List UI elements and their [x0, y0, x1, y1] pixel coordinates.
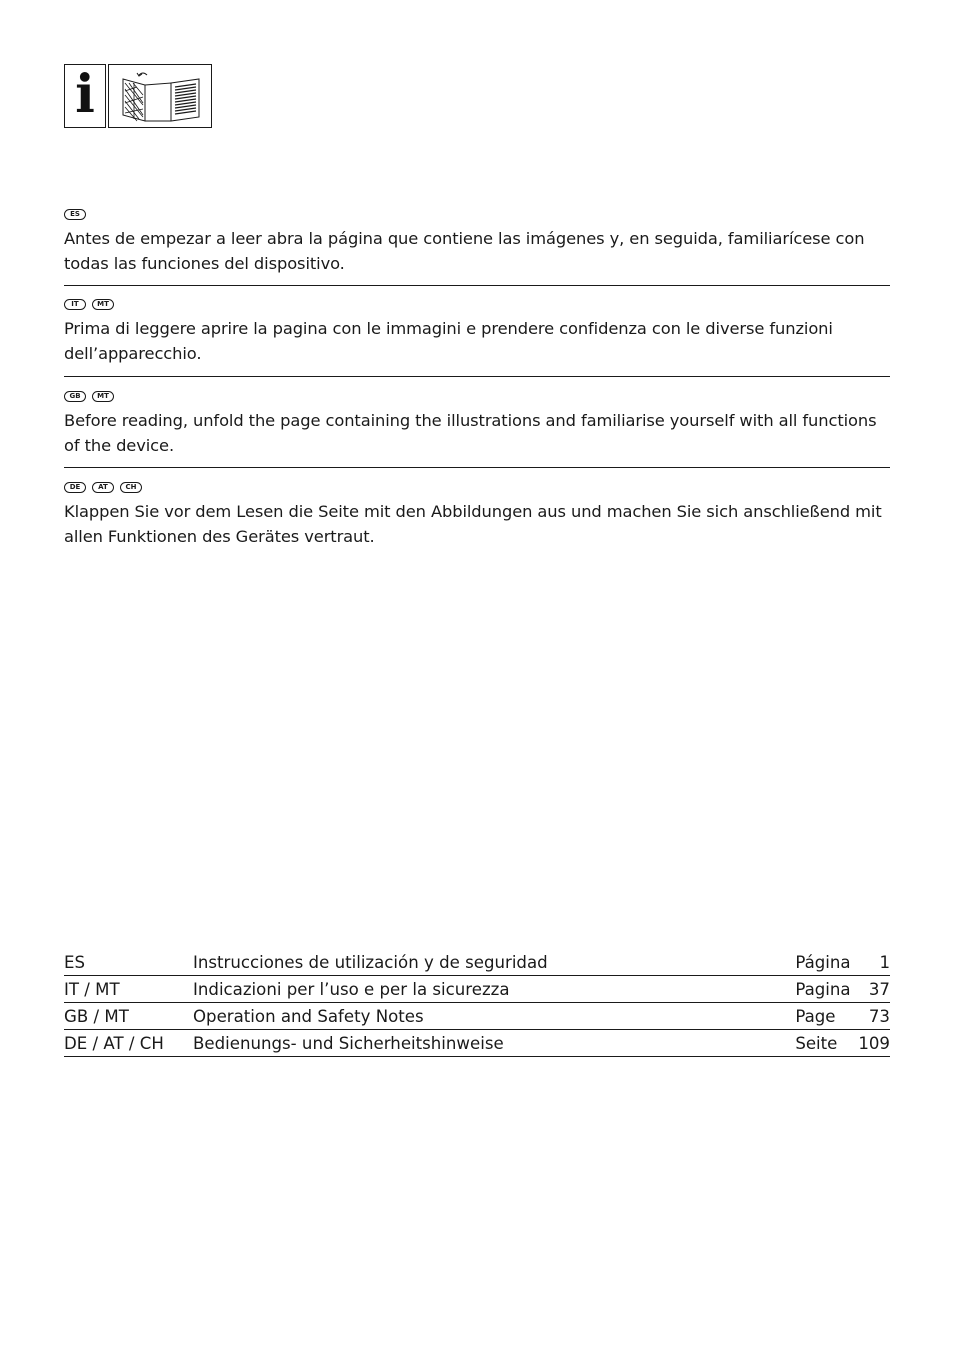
- toc-language-code: IT / MT: [64, 976, 193, 1003]
- toc-row-it-mt[interactable]: [64, 976, 890, 1003]
- country-badges: [64, 480, 890, 494]
- country-badge: ES: [64, 209, 86, 220]
- intro-text: Prima di leggere aprire la pagina con le immagini e prendere confidenza con le diverse funzioni dell’apparecchio.: [64, 319, 833, 363]
- intro-block-it-mt: [64, 297, 890, 366]
- toc-page-label: Página: [795, 949, 858, 976]
- country-badges: [64, 297, 890, 311]
- toc-title: Operation and Safety Notes: [193, 1003, 795, 1030]
- divider: [64, 285, 890, 286]
- intro-block-de-at-ch: [64, 480, 890, 549]
- toc-page-label: Page: [795, 1003, 858, 1030]
- unfold-book-icon-box: [108, 64, 212, 128]
- country-badges: [64, 389, 890, 403]
- toc-page-number: 37: [858, 976, 890, 1003]
- country-badge: MT: [92, 299, 114, 310]
- intro-text: Before reading, unfold the page containing the illustrations and familiarise yourself with all functions of the device.: [64, 411, 877, 455]
- toc-language-code: DE / AT / CH: [64, 1030, 193, 1057]
- intro-block-es: [64, 207, 890, 276]
- toc-language-code: GB / MT: [64, 1003, 193, 1030]
- toc-page-number: 73: [858, 1003, 890, 1030]
- info-icon-box: [64, 64, 106, 128]
- toc-row-es[interactable]: [64, 949, 890, 976]
- table-of-contents: [64, 949, 890, 1057]
- intro-text: Klappen Sie vor dem Lesen die Seite mit den Abbildungen aus und machen Sie sich anschließend mit allen Funktionen des Gerätes vertraut.: [64, 502, 882, 546]
- intro-text: Antes de empezar a leer abra la página que contiene las imágenes y, en seguida, familiarícese con todas las funciones del dispositivo.: [64, 229, 865, 273]
- unfold-book-icon: [109, 65, 213, 129]
- country-badge: CH: [120, 482, 142, 493]
- toc-page-number: 1: [858, 949, 890, 976]
- toc-language-code: ES: [64, 949, 193, 976]
- divider: [64, 467, 890, 468]
- country-badge: DE: [64, 482, 86, 493]
- country-badges: [64, 207, 890, 221]
- toc-row-de-at-ch[interactable]: [64, 1030, 890, 1057]
- toc-page-label: Pagina: [795, 976, 858, 1003]
- intro-block-gb-mt: [64, 389, 890, 458]
- toc-page-number: 109: [858, 1030, 890, 1057]
- toc-page-label: Seite: [795, 1030, 858, 1057]
- toc-title: Instrucciones de utilización y de seguridad: [193, 949, 795, 976]
- country-badge: GB: [64, 391, 86, 402]
- info-i-icon: i: [75, 64, 95, 125]
- country-badge: IT: [64, 299, 86, 310]
- toc-title: Indicazioni per l’uso e per la sicurezza: [193, 976, 795, 1003]
- country-badge: AT: [92, 482, 114, 493]
- country-badge: MT: [92, 391, 114, 402]
- divider: [64, 376, 890, 377]
- toc-title: Bedienungs- und Sicherheitshinweise: [193, 1030, 795, 1057]
- toc-row-gb-mt[interactable]: [64, 1003, 890, 1030]
